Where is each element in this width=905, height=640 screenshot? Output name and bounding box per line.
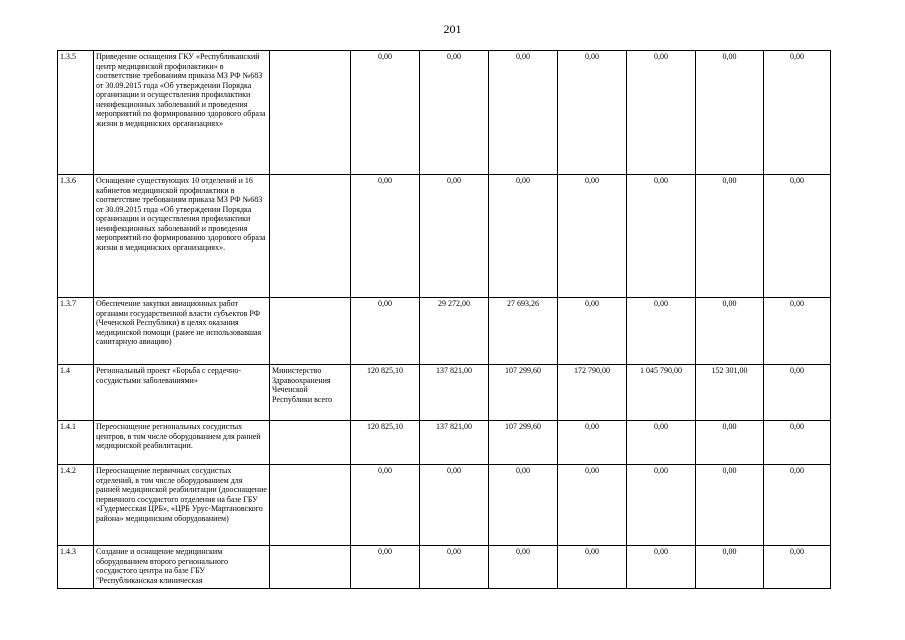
row-responsible xyxy=(270,298,351,365)
row-description: Переоснащение региональных сосудистых центров, в том числе оборудованием для ранней медицинской реабилитации. xyxy=(94,421,270,465)
value-cell: 0,00 xyxy=(764,421,831,465)
row-responsible: Министерство Здравоохранения Чеченской Республики всего xyxy=(270,365,351,421)
value-cell: 120 825,10 xyxy=(351,421,420,465)
value-cell: 0,00 xyxy=(558,51,627,175)
table-row xyxy=(58,175,831,298)
value-cell: 0,00 xyxy=(558,421,627,465)
table-row xyxy=(58,465,831,546)
row-description: Переоснащение первичных сосудистых отделений, в том числе оборудованием для ранней медицинской реабилитации (дооснащение первичного сосудистого отделения на базе ГБУ «Гудермесская ЦРБ», «ЦРБ Урус-Мартановского района» медицинским оборудованием) xyxy=(94,465,270,546)
row-responsible xyxy=(270,546,351,589)
row-code: 1.4.1 xyxy=(58,421,94,465)
budget-table xyxy=(57,50,831,589)
value-cell: 0,00 xyxy=(627,546,696,589)
value-cell: 0,00 xyxy=(558,298,627,365)
value-cell: 0,00 xyxy=(558,546,627,589)
value-cell: 0,00 xyxy=(558,465,627,546)
value-cell: 0,00 xyxy=(351,465,420,546)
row-responsible xyxy=(270,421,351,465)
value-cell: 0,00 xyxy=(764,175,831,298)
value-cell: 0,00 xyxy=(351,175,420,298)
value-cell: 0,00 xyxy=(627,298,696,365)
row-description: Обеспечение закупки авиационных работ органами государственной власти субъектов РФ (Чеченской Республики) в целях оказания медицинской помощи (ранее не использовавшая санитарную авиацию) xyxy=(94,298,270,365)
page-number: 201 xyxy=(443,22,462,36)
row-code: 1.3.6 xyxy=(58,175,94,298)
row-description: Создание и оснащение медицинским оборудованием второго регионального сосудистого центра на базе ГБУ "Республиканская клиническая xyxy=(94,546,270,589)
row-code: 1.3.7 xyxy=(58,298,94,365)
value-cell: 0,00 xyxy=(696,421,764,465)
value-cell: 0,00 xyxy=(489,465,558,546)
row-description: Оснащение существующих 10 отделений и 16 кабинетов медицинской профилактики в соответствие требованиям приказа МЗ РФ №683 от 30.09.2015 года «Об утверждении Порядка организации и осуществления профилактики неинфекционных заболеваний и проведения мероприятий по формированию здорового образа жизни в медицинских организациях». xyxy=(94,175,270,298)
row-description: Приведение оснащения ГКУ «Республиканский центр медицинской профилактики» в соответствие требованиям приказа МЗ РФ №683 от 30.09.2015 года «Об утверждении Порядка организации и осуществления профилактики неинфекционных заболеваний и проведения мероприятий по формированию здорового образа жизни в медицинских организациях» xyxy=(94,51,270,175)
value-cell: 27 693,26 xyxy=(489,298,558,365)
value-cell: 0,00 xyxy=(420,175,489,298)
row-code: 1.4 xyxy=(58,365,94,421)
value-cell: 0,00 xyxy=(627,421,696,465)
value-cell: 137 821,00 xyxy=(420,365,489,421)
value-cell: 0,00 xyxy=(489,51,558,175)
value-cell: 0,00 xyxy=(489,175,558,298)
row-responsible xyxy=(270,465,351,546)
value-cell: 107 299,60 xyxy=(489,421,558,465)
row-code: 1.4.3 xyxy=(58,546,94,589)
value-cell: 0,00 xyxy=(420,51,489,175)
value-cell: 0,00 xyxy=(696,465,764,546)
row-responsible xyxy=(270,51,351,175)
value-cell: 0,00 xyxy=(764,465,831,546)
value-cell: 0,00 xyxy=(351,51,420,175)
table-row xyxy=(58,421,831,465)
value-cell: 120 825,10 xyxy=(351,365,420,421)
value-cell: 152 301,00 xyxy=(696,365,764,421)
value-cell: 0,00 xyxy=(696,175,764,298)
value-cell: 0,00 xyxy=(351,298,420,365)
value-cell: 0,00 xyxy=(696,298,764,365)
table-row xyxy=(58,546,831,589)
value-cell: 0,00 xyxy=(764,365,831,421)
value-cell: 137 821,00 xyxy=(420,421,489,465)
value-cell: 0,00 xyxy=(764,51,831,175)
value-cell: 1 045 790,00 xyxy=(627,365,696,421)
value-cell: 0,00 xyxy=(764,298,831,365)
table-row xyxy=(58,365,831,421)
row-code: 1.4.2 xyxy=(58,465,94,546)
value-cell: 0,00 xyxy=(420,546,489,589)
value-cell: 0,00 xyxy=(696,51,764,175)
value-cell: 0,00 xyxy=(696,546,764,589)
row-description: Региональный проект «Борьба с сердечно-сосудистыми заболеваниями» xyxy=(94,365,270,421)
value-cell: 29 272,00 xyxy=(420,298,489,365)
value-cell: 107 299,60 xyxy=(489,365,558,421)
value-cell: 0,00 xyxy=(627,175,696,298)
value-cell: 0,00 xyxy=(764,546,831,589)
value-cell: 0,00 xyxy=(351,546,420,589)
value-cell: 172 790,00 xyxy=(558,365,627,421)
table-row xyxy=(58,298,831,365)
row-code: 1.3.5 xyxy=(58,51,94,175)
table-row xyxy=(58,51,831,175)
value-cell: 0,00 xyxy=(489,546,558,589)
value-cell: 0,00 xyxy=(420,465,489,546)
value-cell: 0,00 xyxy=(558,175,627,298)
row-responsible xyxy=(270,175,351,298)
value-cell: 0,00 xyxy=(627,465,696,546)
value-cell: 0,00 xyxy=(627,51,696,175)
